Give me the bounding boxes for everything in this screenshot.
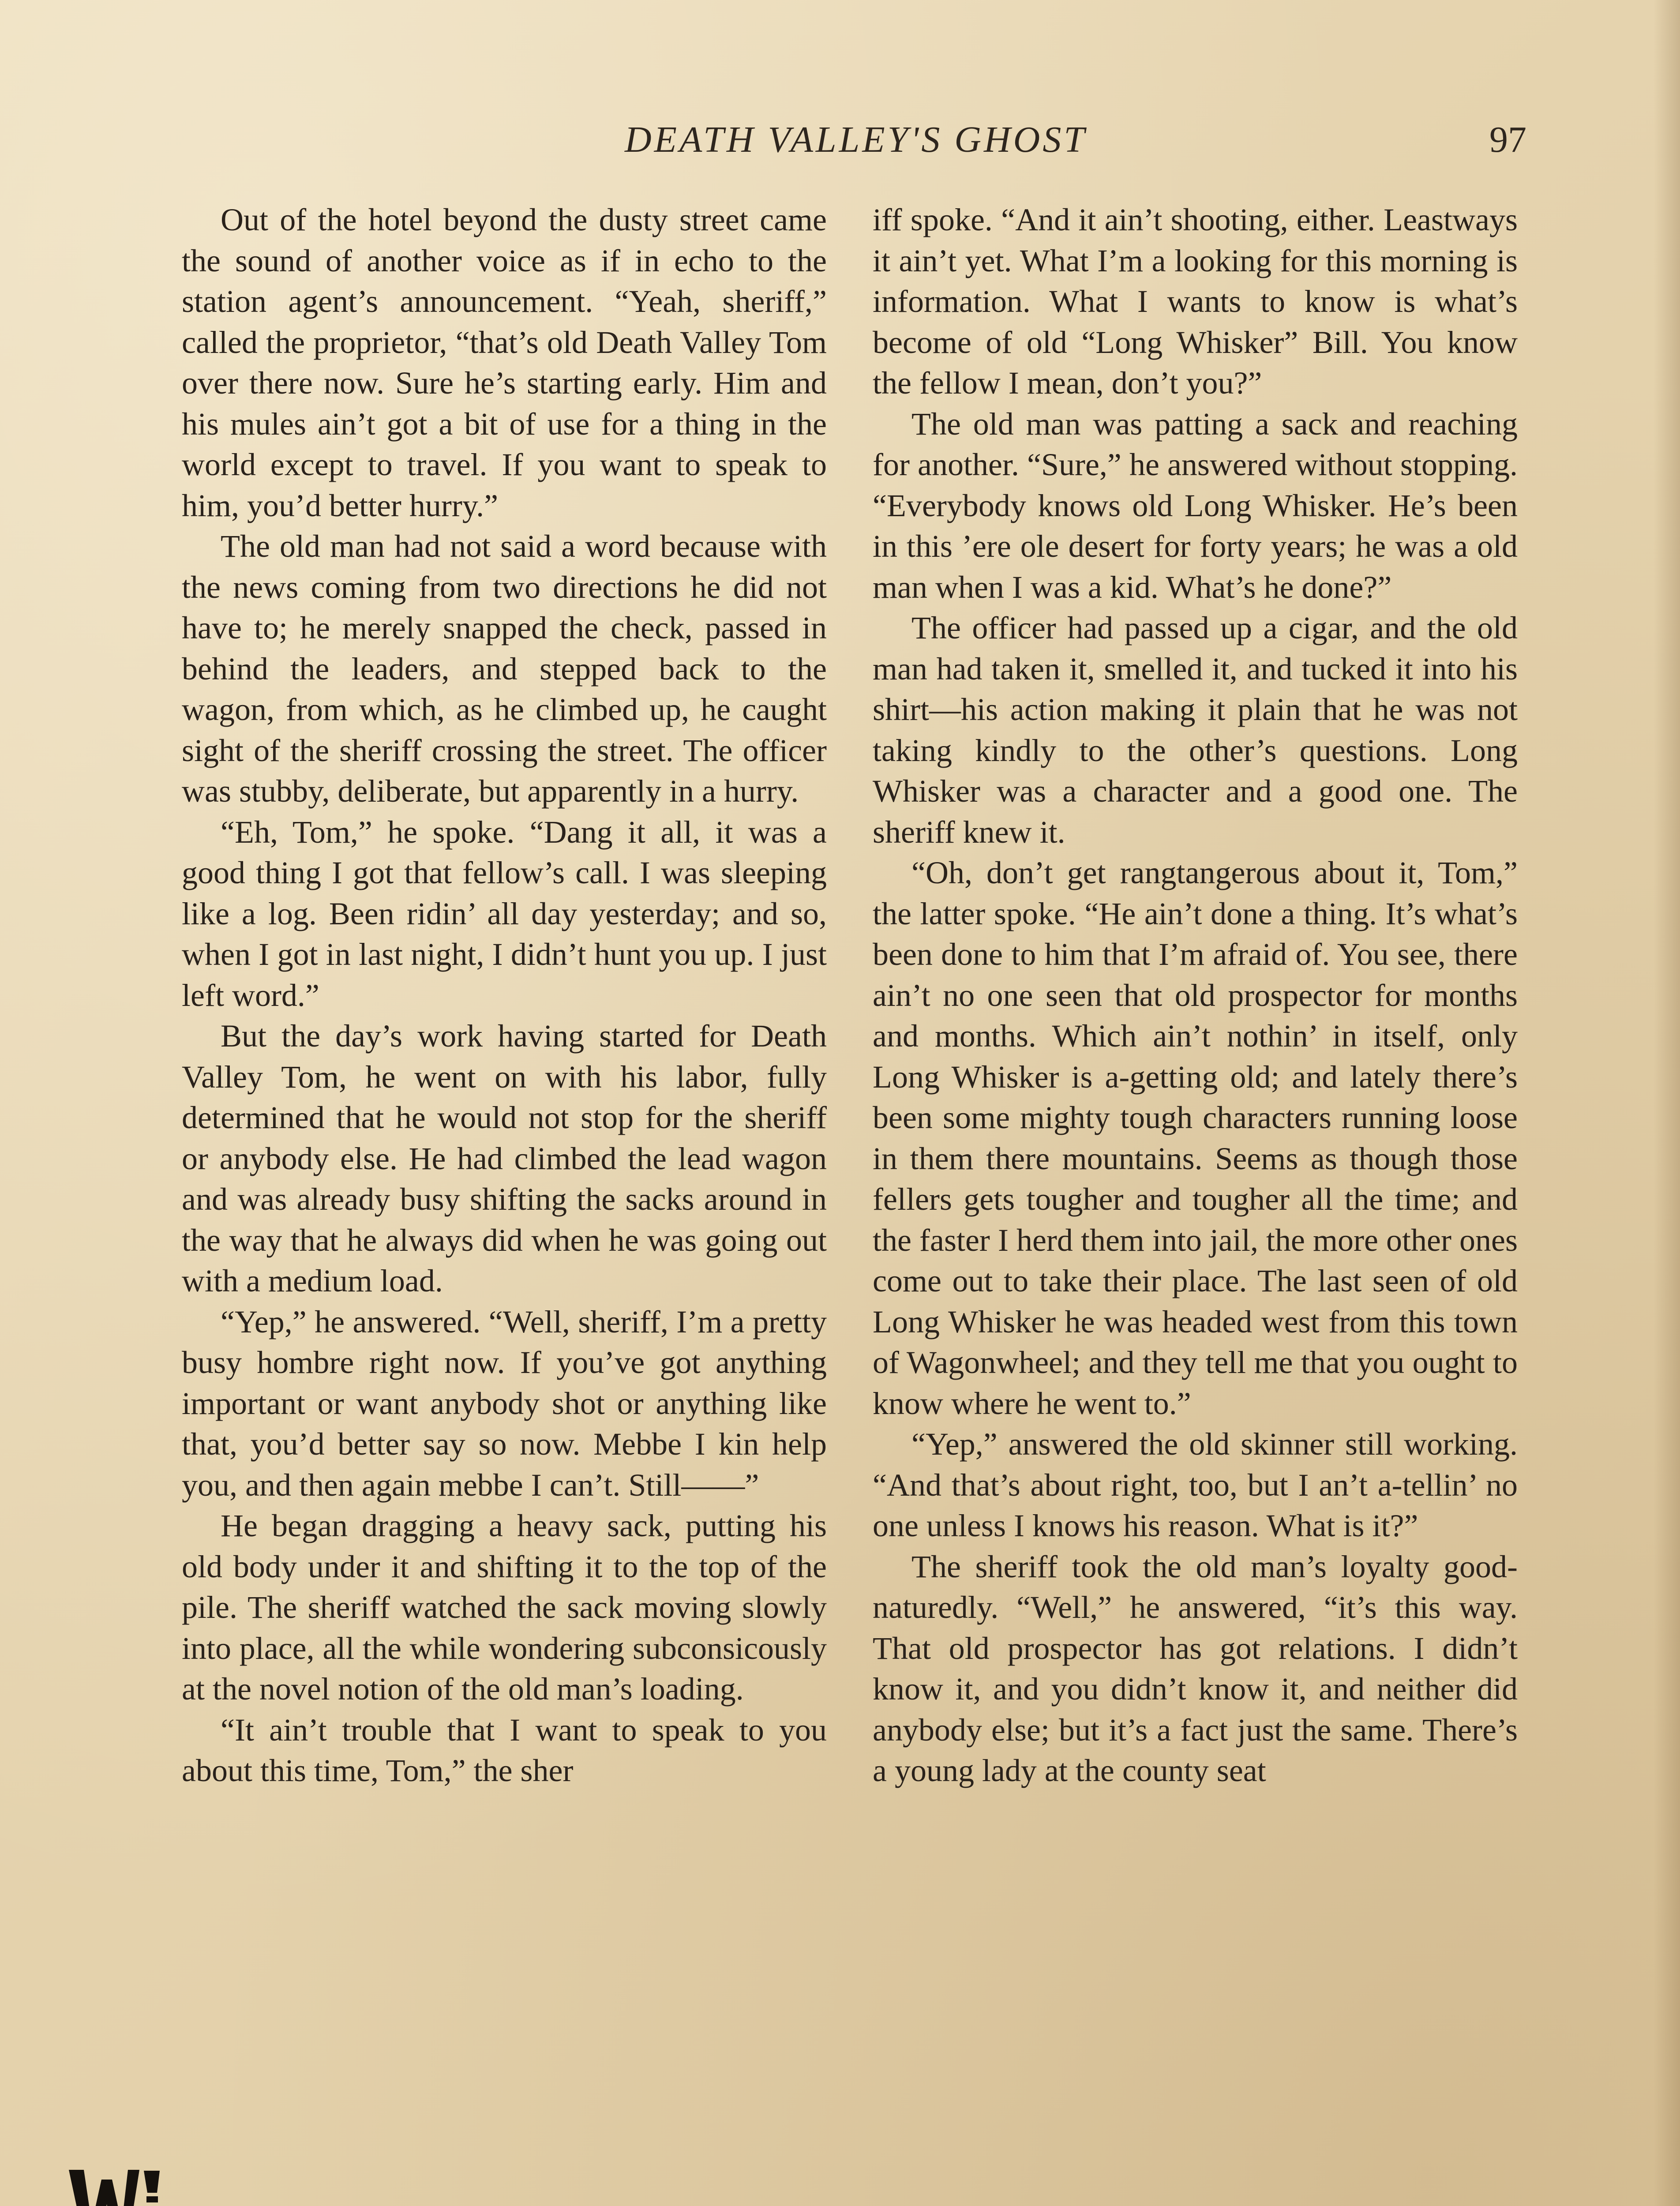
paragraph: The old man had not said a word because with the news coming from two directions he did not have to; he merely snapped the check, passed in behind the leaders, and stepped back to the wagon, from which, as he climbed up, he caught sight of the sheriff crossing the street. The officer was stubby, deliberate, but apparently in a hurry.	[182, 529, 827, 809]
paragraph: iff spoke. “And it ain’t shooting, either. Leastways it ain’t yet. What I’m a looking for this morning is information. What I wants to know is what’s become of old “Long Whisker” Bill. You know the fellow I mean, don’t you?”	[873, 202, 1518, 401]
paragraph: The old man was patting a sack and reaching for another. “Sure,” he answered without stopping. “Everybody knows old Long Whisker. He’s been in this ’ere ole desert for forty years; he was a old man when I was a kid. What’s he done?”	[873, 406, 1518, 605]
paragraph: “Yep,” answered the old skinner still working. “And that’s about right, too, but I an’t a-tellin’ no one unless I knows his reason. What is it?”	[873, 1426, 1518, 1543]
paragraph: The sheriff took the old man’s loyalty good-naturedly. “Well,” he answered, “it’s this way. That old prospector has got relations. I didn’t know it, and you didn’t know it, and neither did anybody else; but it’s a fact just the same. There’s a young lady at the county seat	[873, 1549, 1518, 1788]
paragraph: Out of the hotel beyond the dusty street came the sound of another voice as if in echo to the station agent’s announcement. “Yeah, sheriff,” called the proprietor, “that’s old Death Valley Tom over there now. Sure he’s starting early. Him and his mules ain’t got a bit of use for a thing in the world except to travel. If you want to speak to him, you’d better hurry.”	[182, 202, 827, 523]
paragraph: “Yep,” he answered. “Well, sheriff, I’m a pretty busy hombre right now. If you’ve got anything important or want anybody shot or anything like that, you’d better say so now. Mebbe I kin help you, and then again mebbe I can’t. Still——”	[182, 1304, 827, 1503]
left-column	[182, 199, 827, 1791]
paragraph: But the day’s work having started for Death Valley Tom, he went on with his labor, fully determined that he would not stop for the sheriff or anybody else. He had climbed the lead wagon and was already busy shifting the sacks around in the way that he always did when he was going out with a medium load.	[182, 1018, 827, 1298]
paragraph: He began dragging a heavy sack, putting his old body under it and shifting it to the top of the pile. The sheriff watched the sack moving slowly into place, all the while wondering subconsicously at the novel notion of the old man’s loading.	[182, 1508, 827, 1707]
paragraph: “Eh, Tom,” he spoke. “Dang it all, it was a good thing I got that fellow’s call. I was sleeping like a log. Been ridin’ all day yesterday; and so, when I got in last night, I didn’t hunt you up. I just left word.”	[182, 814, 827, 1013]
page-edge-shadow	[1654, 0, 1680, 2206]
paragraph: “Oh, don’t get rangtangerous about it, Tom,” the latter spoke. “He ain’t done a thing. It’s what’s been done to him that I’m afraid of. You see, there ain’t no one seen that old prospector for months and months. Which ain’t nothin’ in itself, only Long Whisker is a-getting old; and lately there’s been some mighty tough characters running loose in them there mountains. Seems as though those fellers gets tougher and tougher all the time; and the faster I herd them into jail, the more other ones come out to take their place. The last seen of old Long Whisker he was headed west from this town of Wagonwheel; and they tell me that you ought to know where he went to.”	[873, 855, 1518, 1421]
paragraph: “It ain’t trouble that I want to speak to you about this time, Tom,” the sher	[182, 1712, 827, 1788]
page-header	[185, 118, 1526, 171]
right-column	[873, 199, 1518, 1791]
ink-stamp-logo	[66, 2162, 163, 2206]
page-number: 97	[1489, 119, 1526, 160]
running-title: DEATH VALLEY'S GHOST	[624, 119, 1088, 160]
paragraph: The officer had passed up a cigar, and the old man had taken it, smelled it, and tucked it into his shirt—his action making it plain that he was not taking kindly to the other’s questions. Long Whisker was a character and a good one. The sheriff knew it.	[873, 610, 1518, 850]
